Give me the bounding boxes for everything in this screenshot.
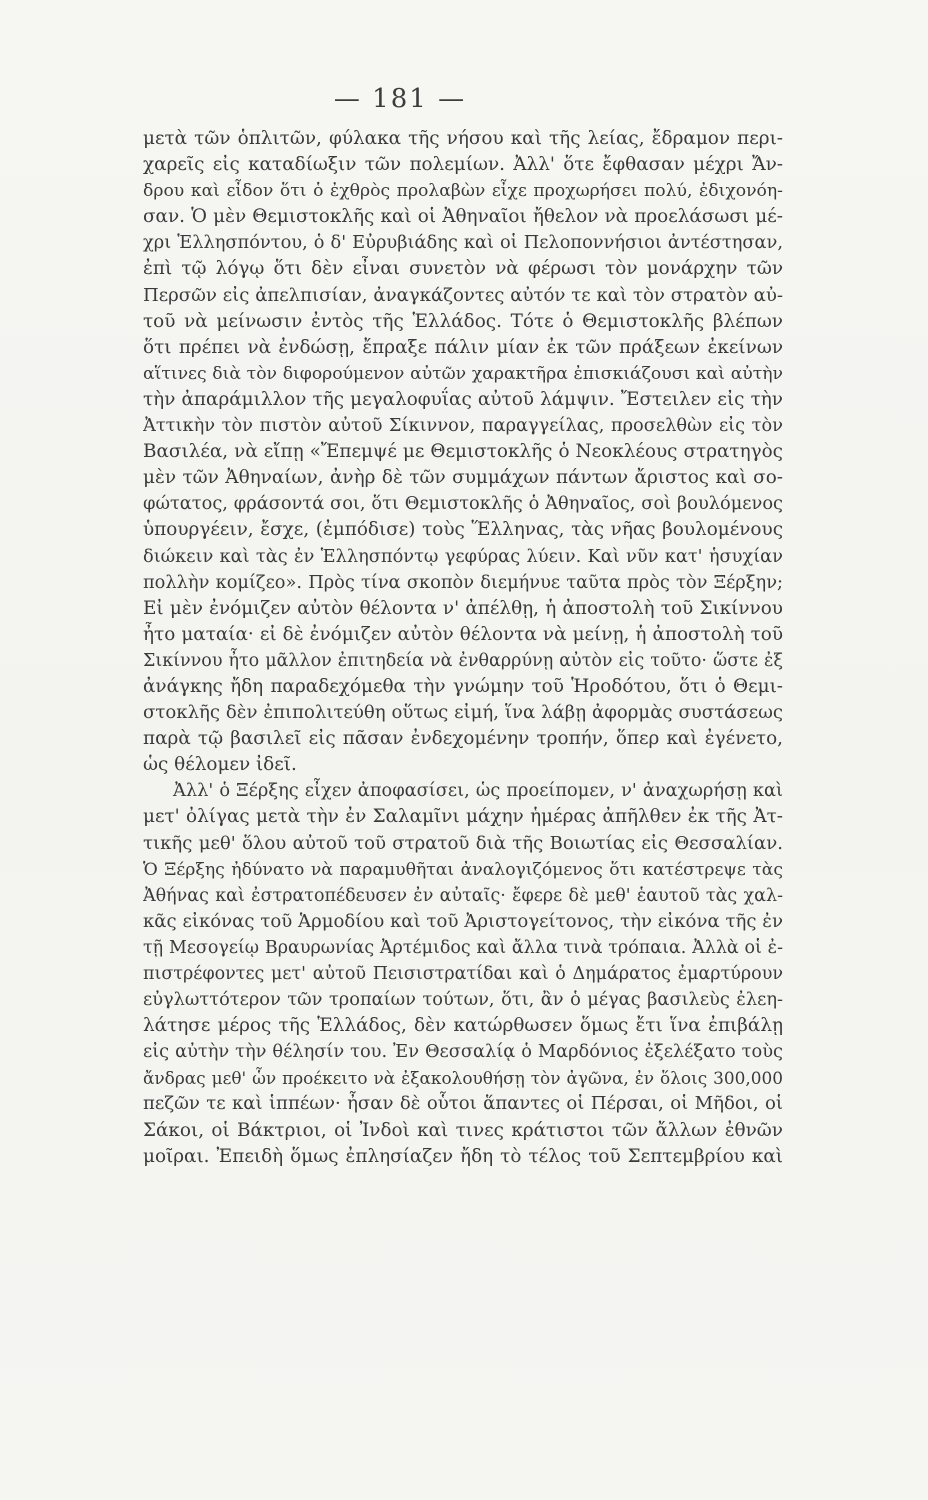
text-line: χαρεῖς εἰς καταδίωξιν τῶν πολεμίων. Ἀλλ' ὅτε ἔφθασαν μέχρι Ἄν- [143, 154, 783, 176]
text-line: ἐπὶ τῷ λόγῳ ὅτι δὲν εἶναι συνετὸν νὰ φέρωσι τὸν μονάρχην τῶν [143, 258, 783, 280]
text-line: Ὁ Ξέρξης ἠδύνατο νὰ παραμυθῆται ἀναλογιζόμενος ὅτι κατέστρεψε τὰς [143, 859, 783, 880]
text-line: μοῖραι. Ἐπειδὴ ὅμως ἐπλησίαζεν ἤδη τὸ τέλος τοῦ Σεπτεμβρίου καὶ [143, 1145, 783, 1167]
text-line: ἀνάγκης ἤδη παραδεχόμεθα τὴν γνώμην τοῦ Ἡροδότου, ὅτι ὁ Θεμι- [143, 675, 783, 697]
text-line: αἵτινες διὰ τὸν διφορούμενον αὐτῶν χαρακτῆρα ἐπισκιάζουσι καὶ αὐτὴν [143, 363, 783, 384]
text-line: τικῆς μεθ' ὅλου αὐτοῦ τοῦ στρατοῦ διὰ τῆς Βοιωτίας εἰς Θεσσαλίαν. [143, 832, 783, 854]
text-line: Ἀττικὴν τὸν πιστὸν αὐτοῦ Σίκιννον, παραγγείλας, προσελθὼν εἰς τὸν [143, 415, 783, 437]
text-line: ὑπουργέειν, ἔσχε, (ἐμπόδισε) τοὺς Ἕλληνας, τὰς νῆας βουλομένους [143, 519, 783, 541]
text-line: Περσῶν εἰς ἀπελπισίαν, ἀναγκάζοντες αὐτόν τε καὶ τὸν στρατὸν αὐ- [143, 284, 783, 306]
text-line: μετ' ὀλίγας μετὰ τὴν ἐν Σαλαμῖνι μάχην ἡμέρας ἀπῆλθεν ἐκ τῆς Ἀτ- [143, 806, 783, 828]
text-line: Εἰ μὲν ἐνόμιζεν αὐτὸν θέλοντα ν' ἀπέλθῃ, ἡ ἀποστολὴ τοῦ Σικίννου [143, 597, 783, 619]
text-line: σαν. Ὁ μὲν Θεμιστοκλῆς καὶ οἱ Ἀθηναῖοι ἤθελον νὰ προελάσωσι μέ- [143, 206, 783, 228]
text-line: κᾶς εἰκόνας τοῦ Ἁρμοδίου καὶ τοῦ Ἀριστογείτονος, τὴν εἰκόνα τῆς ἐν [143, 910, 783, 932]
text-line: δρου καὶ εἶδον ὅτι ὁ ἐχθρὸς προλαβὼν εἶχε προχωρήσει πολύ, ἐδιχονόη- [143, 181, 783, 202]
text-line: μὲν τῶν Ἀθηναίων, ἀνὴρ δὲ τῶν συμμάχων πάντων ἄριστος καὶ σο- [143, 467, 783, 489]
text-line: ἄνδρας μεθ' ὧν προέκειτο νὰ ἐξακολουθήσῃ τὸν ἀγῶνα, ἐν ὅλοις 300,000 [143, 1068, 783, 1089]
text-line: πιστρέφοντες μετ' αὐτοῦ Πεισιστρατίδαι καὶ ὁ Δημάρατος ἐμαρτύρουν [143, 964, 783, 984]
text-line: ἦτο ματαία· εἰ δὲ ἐνόμιζεν αὐτὸν θέλοντα νὰ μείνῃ, ἡ ἀποστολὴ τοῦ [143, 623, 783, 645]
text-line: διώκειν καὶ τὰς ἐν Ἑλλησπόντῳ γεφύρας λύειν. Καὶ νῦν κατ' ἡσυχίαν [143, 545, 783, 567]
text-line: φώτατος, φράσοντά σοι, ὅτι Θεμιστοκλῆς ὁ Ἀθηναῖος, σοὶ βουλόμενος [143, 493, 783, 515]
text-line: ὡς θέλομεν ἰδεῖ. [143, 754, 297, 776]
text-line: λάτησε μέρος τῆς Ἑλλάδος, δὲν κατώρθωσεν ὅμως ἔτι ἵνα ἐπιβάλῃ [143, 1015, 783, 1037]
text-line: Ἀθήνας καὶ ἐστρατοπέδευσεν ἐν αὐταῖς· ἔφερε δὲ μεθ' ἑαυτοῦ τὰς χαλ- [143, 885, 783, 906]
text-line: εἰς αὐτὴν τὴν θέλησίν του. Ἐν Θεσσαλίᾳ ὁ Μαρδόνιος ἐξελέξατο τοὺς [143, 1041, 783, 1063]
text-line: πεζῶν τε καὶ ἱππέων· ἦσαν δὲ οὗτοι ἅπαντες οἱ Πέρσαι, οἱ Μῆδοι, οἱ [143, 1093, 783, 1115]
text-line: τῇ Μεσογείῳ Βραυρωνίας Ἀρτέμιδος καὶ ἄλλα τινὰ τρόπαια. Ἀλλὰ οἱ ἐ- [143, 937, 783, 958]
text-line: Ἀλλ' ὁ Ξέρξης εἶχεν ἀποφασίσει, ὡς προείπομεν, ν' ἀναχωρήσῃ καὶ [173, 780, 783, 802]
text-line: Βασιλέα, νὰ εἴπῃ «Ἔπεμψέ με Θεμιστοκλῆς ὁ Νεοκλέους στρατηγὸς [143, 441, 783, 463]
text-line: χρι Ἑλλησπόντου, ὁ δ' Εὐρυβιάδης καὶ οἱ Πελοποννήσιοι ἀντέστησαν, [143, 232, 783, 254]
text-line: εὐγλωττότερον τῶν τροπαίων τούτων, ὅτι, ἂν ὁ μέγας βασιλεὺς ἐλεη- [143, 989, 783, 1011]
text-line: παρὰ τῷ βασιλεῖ εἰς πᾶσαν ἐνδεχομένην τροπήν, ὅπερ καὶ ἐγένετο, [143, 728, 783, 750]
text-line: τὴν ἀπαράμιλλον τῆς μεγαλοφυΐας αὐτοῦ λάμψιν. Ἔστειλεν εἰς τὴν [143, 388, 783, 410]
text-line: τοῦ νὰ μείνωσιν ἐντὸς τῆς Ἑλλάδος. Τότε ὁ Θεμιστοκλῆς βλέπων [143, 310, 783, 332]
text-line: Σικίννου ἦτο μᾶλλον ἐπιτηδεία νὰ ἐνθαρρύνῃ αὐτὸν εἰς τοῦτο· ὥστε ἐξ [143, 650, 783, 671]
text-line: Σάκοι, οἱ Βάκτριοι, οἱ Ἰνδοὶ καὶ τινες κράτιστοι τῶν ἄλλων ἐθνῶν [143, 1119, 783, 1141]
page-number: — 181 — [333, 84, 467, 114]
text-line: πολλὴν κομίζεο». Πρὸς τίνα σκοπὸν διεμήνυε ταῦτα πρὸς τὸν Ξέρξην; [143, 571, 783, 593]
text-line: μετὰ τῶν ὁπλιτῶν, φύλακα τῆς νήσου καὶ τῆς λείας, ἔδραμον περι- [143, 128, 783, 149]
text-line: στοκλῆς δὲν ἐπιπολιτεύθη οὕτως εἰμή, ἵνα λάβῃ ἀφορμὰς συστάσεως [143, 702, 783, 724]
text-line: ὅτι πρέπει νὰ ἐνδώσῃ, ἔπραξε πάλιν μίαν ἐκ τῶν πράξεων ἐκείνων [143, 336, 783, 358]
body-text [143, 126, 783, 1170]
